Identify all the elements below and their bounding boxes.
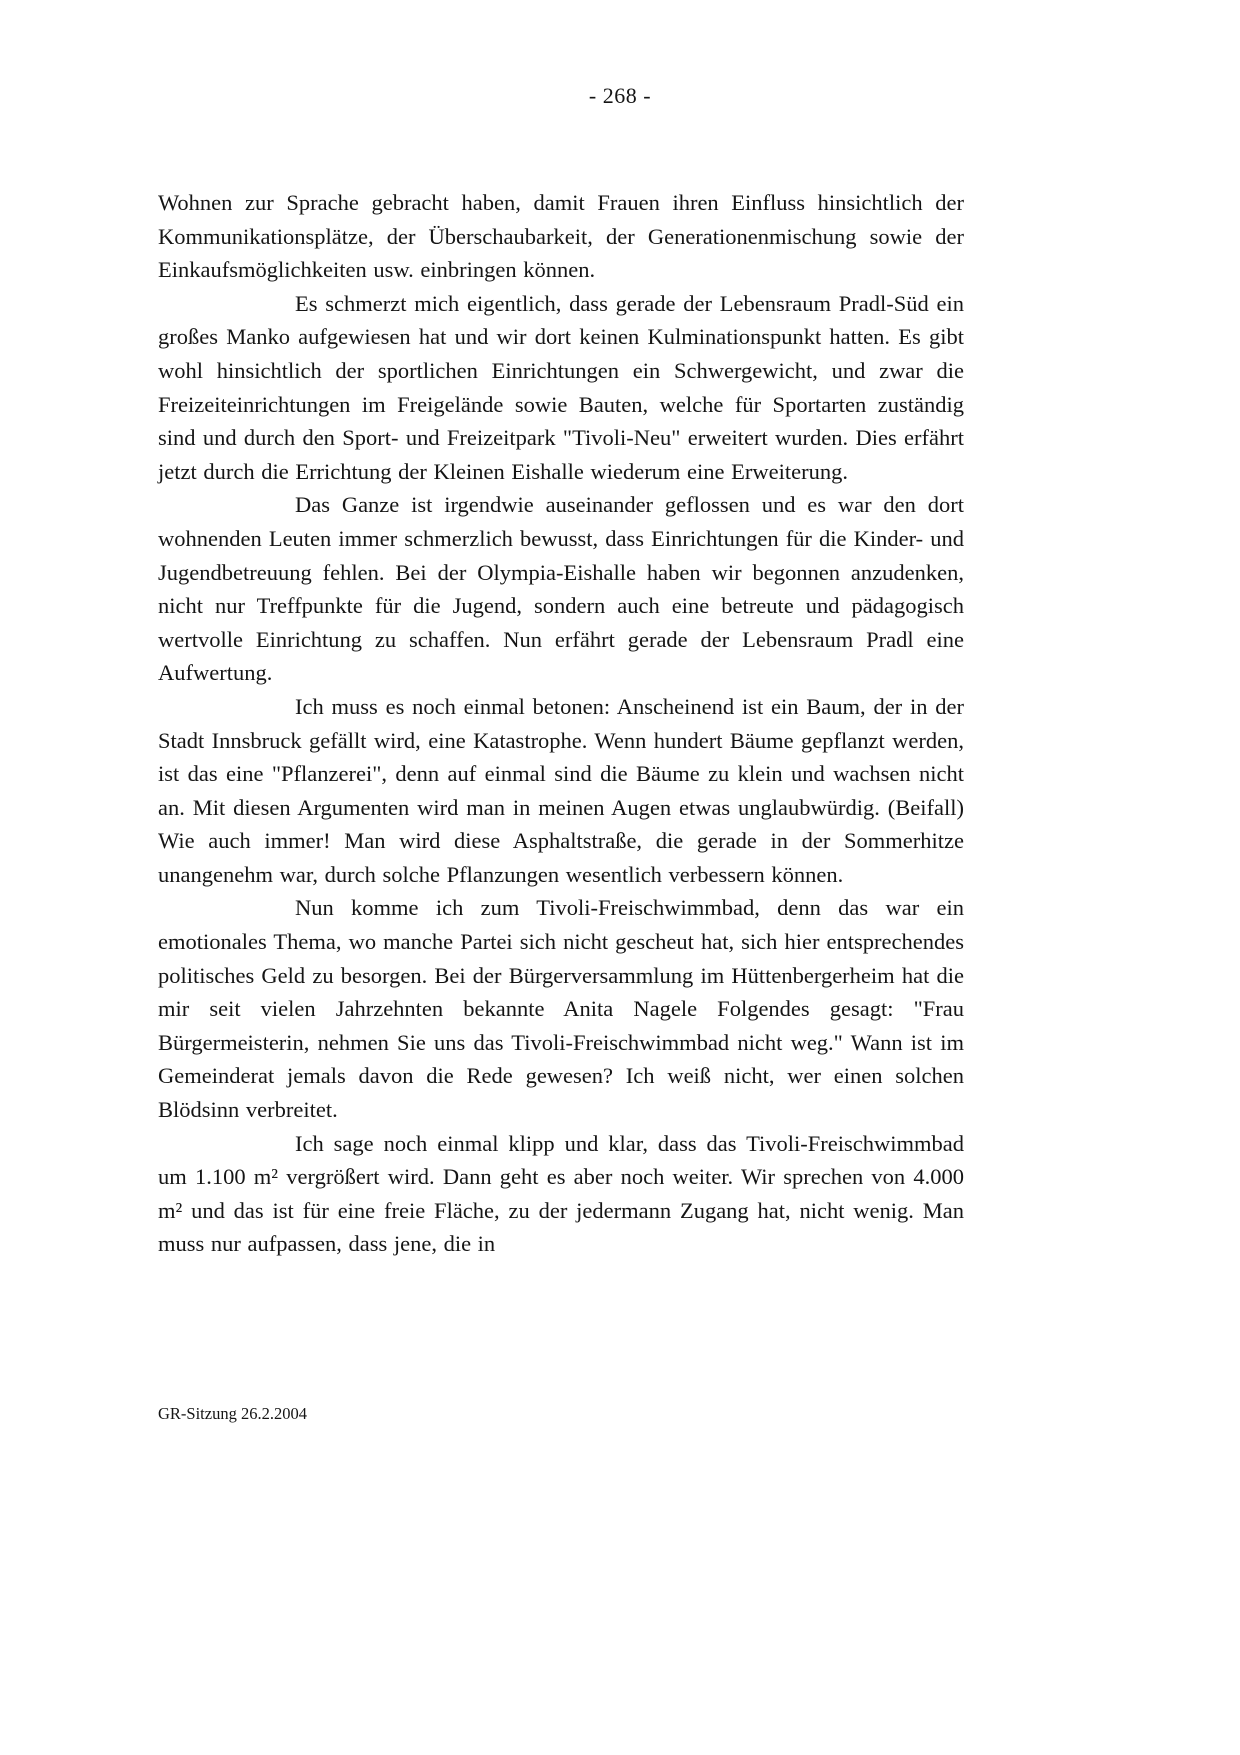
page-content	[158, 186, 964, 1261]
paragraph: Ich muss es noch einmal betonen: Anscheinend ist ein Baum, der in der Stadt Innsbruck gefällt wird, eine Katastrophe. Wenn hundert Bäume gepflanzt werden, ist das eine "Pflanzerei", denn auf einmal sind die Bäume zu klein und wachsen nicht an. Mit diesen Argumenten wird man in meinen Augen etwas unglaubwürdig. (Beifall) Wie auch immer! Man wird diese Asphaltstraße, die gerade in der Sommerhitze unangenehm war, durch solche Pflanzungen wesentlich verbessern können.	[158, 693, 964, 887]
paragraph: Es schmerzt mich eigentlich, dass gerade der Lebensraum Pradl-Süd ein großes Manko aufgewiesen hat und wir dort keinen Kulminationspunkt hatten. Es gibt wohl hinsichtlich der sportlichen Einrichtungen ein Schwergewicht, und zwar die Freizeiteinrichtungen im Freigelände sowie Bauten, welche für Sportarten zuständig sind und durch den Sport- und Freizeitpark "Tivoli-Neu" erweitert wurden. Dies erfährt jetzt durch die Errichtung der Kleinen Eishalle wiederum eine Erweiterung.	[158, 290, 964, 484]
paragraph: Ich sage noch einmal klipp und klar, dass das Tivoli-Freischwimmbad um 1.100 m² vergrößert wird. Dann geht es aber noch weiter. Wir sprechen von 4.000 m² und das ist für eine freie Fläche, zu der jedermann Zugang hat, nicht wenig. Man muss nur aufpassen, dass jene, die in	[158, 1130, 964, 1257]
paragraph: Das Ganze ist irgendwie auseinander geflossen und es war den dort wohnenden Leuten immer schmerzlich bewusst, dass Einrichtungen für die Kinder- und Jugendbetreuung fehlen. Bei der Olympia-Eishalle haben wir begonnen anzudenken, nicht nur Treffpunkte für die Jugend, sondern auch eine betreute und pädagogisch wertvolle Einrichtung zu schaffen. Nun erfährt gerade der Lebensraum Pradl eine Aufwertung.	[158, 492, 964, 686]
paragraph: Nun komme ich zum Tivoli-Freischwimmbad, denn das war ein emotionales Thema, wo manche Partei sich nicht gescheut hat, sich hier entsprechendes politisches Geld zu besorgen. Bei der Bürgerversammlung im Hüttenbergerheim hat die mir seit vielen Jahrzehnten bekannte Anita Nagele Folgendes gesagt: "Frau Bürgermeisterin, nehmen Sie uns das Tivoli-Freischwimmbad nicht weg." Wann ist im Gemeinderat jemals davon die Rede gewesen? Ich weiß nicht, wer einen solchen Blödsinn verbreitet.	[158, 895, 964, 1123]
paragraph: Wohnen zur Sprache gebracht haben, damit Frauen ihren Einfluss hinsichtlich der Kommunikationsplätze, der Überschaubarkeit, der Generationenmischung sowie der Einkaufsmöglichkeiten usw. einbringen können.	[158, 190, 964, 283]
page-footer: GR-Sitzung 26.2.2004	[158, 1404, 307, 1423]
page-number: - 268 -	[588, 83, 652, 108]
